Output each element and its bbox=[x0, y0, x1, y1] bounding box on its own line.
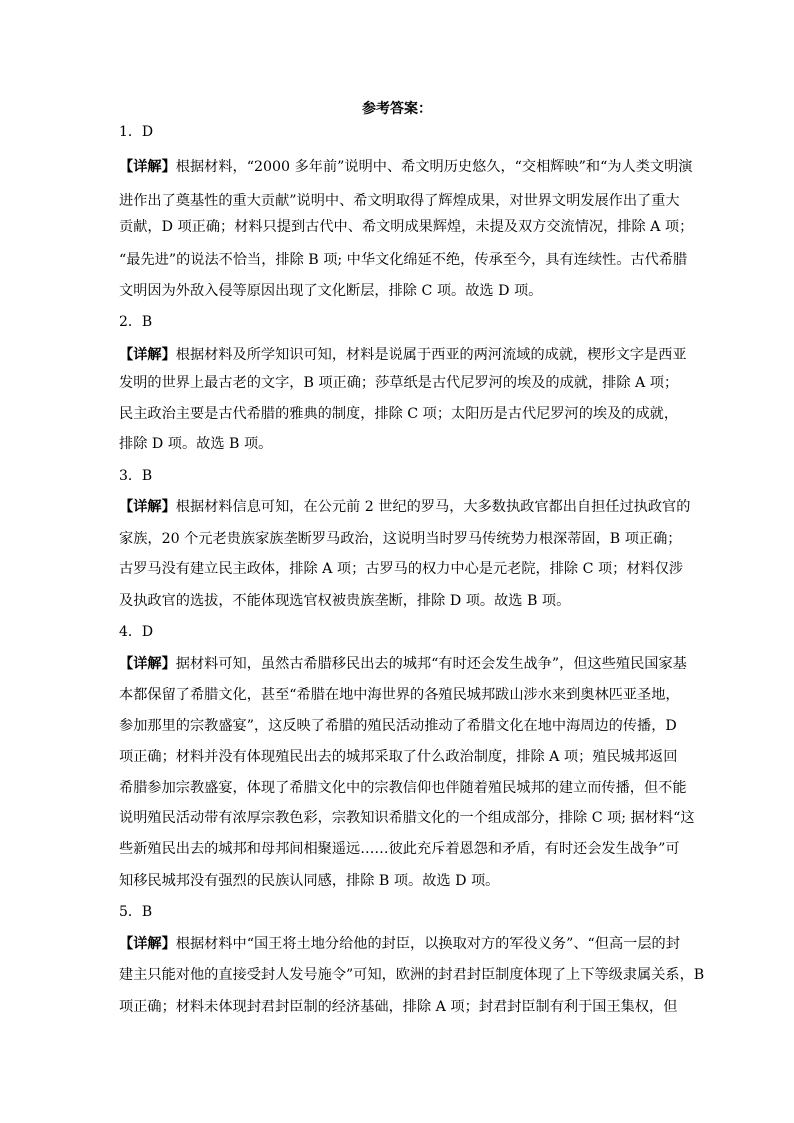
explanation-3-line-3: 古罗马没有建立民主政体，排除 A 项；古罗马的权力中心是元老院，排除 C 项；材料仅涉 bbox=[119, 561, 684, 577]
explanation-4-line-4: 项正确；材料并没有体现殖民出去的城邦采取了什么政治制度，排除 A 项；殖民城邦返回 bbox=[119, 749, 678, 765]
explanation-1-line-1: 【详解】根据材料，“2000 多年前”说明中、希文明历史悠久，“交相辉映”和“为人类文明演 bbox=[119, 159, 693, 175]
explanation-5-line-3: 项正确；材料未体现封君封臣制的经济基础，排除 A 项；封君封臣制有利于国王集权，但 bbox=[119, 999, 678, 1015]
detail-tag: 【详解】 bbox=[119, 656, 176, 672]
detail-tag: 【详解】 bbox=[119, 936, 176, 952]
explanation-3-line-1: 【详解】根据材料信息可知，在公元前 2 世纪的罗马，大多数执政官都出自担任过执政官的 bbox=[119, 499, 691, 515]
explanation-1-line-4: “最先进”的说法不恰当，排除 B 项; 中华文化绵延不绝，传承至今，具有连续性。古代希腊 bbox=[119, 252, 688, 268]
explanation-4-line-2: 本都保留了希腊文化，甚至“希腊在地中海世界的各殖民城邦跋山涉水来到奥林匹亚圣地， bbox=[119, 687, 680, 703]
explanation-4-line-8: 知移民城邦没有强烈的民族认同感，排除 B 项。故选 D 项。 bbox=[119, 873, 500, 889]
detail-tag: 【详解】 bbox=[119, 347, 176, 363]
explanation-3-line-4: 及执政官的选拔，不能体现选官权被贵族垄断，排除 D 项。故选 B 项。 bbox=[119, 593, 571, 609]
answer-number-4: 4．D bbox=[119, 624, 154, 640]
explanation-2-line-2: 发明的世界上最古老的文字，B 项正确；莎草纸是古代尼罗河的埃及的成就，排除 A 项； bbox=[119, 375, 679, 391]
explanation-5-line-1: 【详解】根据材料中“国王将土地分给他的封臣，以换取对方的军役义务”、“但高一层的封 bbox=[119, 936, 680, 952]
explanation-3-line-2: 家族，20 个元老贵族家族垄断罗马政治，这说明当时罗马传统势力根深蒂固，B 项正确； bbox=[119, 531, 682, 547]
explanation-1-line-2: 进作出了奠基性的重大贡献”说明中、希文明取得了辉煌成果，对世界文明发展作出了重大 bbox=[119, 193, 680, 209]
explanation-1-line-5: 文明因为外敌入侵等原因出现了文化断层，排除 C 项。故选 D 项。 bbox=[119, 283, 543, 299]
explanation-1-line-3: 贡献，D 项正确；材料只提到古代中、希文明成果辉煌，未提及双方交流情况，排除 A 项； bbox=[119, 219, 694, 235]
answer-number-3: 3．B bbox=[119, 468, 153, 484]
answer-number-2: 2．B bbox=[119, 314, 153, 330]
explanation-4-line-5: 希腊参加宗教盛宴，体现了希腊文化中的宗教信仰也伴随着殖民城邦的建立而传播，但不能 bbox=[119, 780, 687, 796]
explanation-2-line-3: 民主政治主要是古代希腊的雅典的制度，排除 C 项；太阳历是古代尼罗河的埃及的成就， bbox=[119, 406, 679, 422]
explanation-4-line-6: 说明殖民活动带有浓厚宗教色彩，宗教知识希腊文化的一个组成部分，排除 C 项; 据材料“这 bbox=[119, 810, 695, 826]
explanation-5-line-2: 建主只能对他的直接受封人发号施令”可知，欧洲的封君封臣制度体现了上下等级隶属关系，B bbox=[119, 967, 705, 983]
explanation-2-line-4: 排除 D 项。故选 B 项。 bbox=[119, 436, 273, 452]
answer-number-5: 5．B bbox=[119, 904, 153, 920]
explanation-4-line-7: 些新殖民出去的城邦和母邦间相聚遥远……彼此充斥着恩怨和矛盾，有时还会发生战争”可 bbox=[119, 841, 680, 857]
page-title: 参考答案： bbox=[362, 101, 432, 117]
answer-number-1: 1．D bbox=[119, 124, 154, 140]
detail-tag: 【详解】 bbox=[119, 499, 176, 515]
detail-tag: 【详解】 bbox=[119, 159, 176, 175]
explanation-4-line-3: 参加那里的宗教盛宴”，这反映了希腊的殖民活动推动了希腊文化在地中海周边的传播，D bbox=[119, 718, 677, 734]
explanation-4-line-1: 【详解】据材料可知，虽然古希腊移民出去的城邦“有时还会发生战争”，但这些殖民国家基 bbox=[119, 656, 687, 672]
explanation-2-line-1: 【详解】根据材料及所学知识可知，材料是说属于西亚的两河流域的成就，楔形文字是西亚 bbox=[119, 347, 687, 363]
